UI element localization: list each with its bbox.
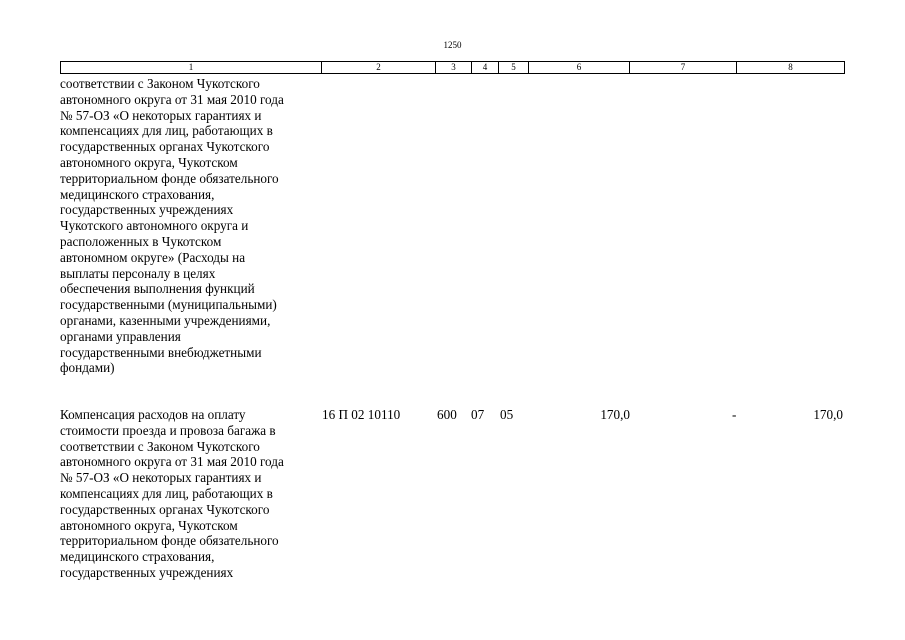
row-rz: 07 [471,407,485,422]
row-code: 16 П 02 10110 [322,407,401,422]
row-sum: 170,0 [600,407,630,422]
header-col-7: 7 [630,62,737,73]
row-description: соответствии с Законом Чукотского автономного округа от 31 мая 2010 года № 57-ОЗ «О некоторых гарантиях и компенсациях для лиц, работающих в государственных органах Чукотского автономного округа, Чукотском территориальном фонде обязательного медицинского страхования, государственных учреждениях Чукотского автономного округа и расположенных в Чукотском автономном округе» (Расходы на выплаты персоналу в целях обеспечения выполнения функций государственными (муниципальными) органами, казенными учреждениями, органами управления государственными внебюджетными фондами) [60,76,284,376]
header-col-6: 6 [529,62,630,73]
header-col-5: 5 [499,62,529,73]
row-total: 170,0 [813,407,843,422]
row-vr: 600 [437,407,457,422]
header-col-8: 8 [788,62,793,72]
row-pr: 05 [500,407,514,422]
table-header [60,61,845,74]
row-change: - [732,407,737,422]
header-col-3: 3 [436,62,472,73]
header-col-1: 1 [61,62,322,73]
page-number: 1250 [443,40,462,50]
header-col-2: 2 [322,62,436,73]
row-description: Компенсация расходов на оплату стоимости проезда и провоза багажа в соответствии с Законом Чукотского автономного округа от 31 мая 2010 года № 57-ОЗ «О некоторых гарантиях и компенсациях для лиц, работающих в государственных органах Чукотского автономного округа, Чукотском территориальном фонде обязательного медицинского страхования, государственных учреждениях [60,407,284,580]
header-col-4: 4 [472,62,499,73]
